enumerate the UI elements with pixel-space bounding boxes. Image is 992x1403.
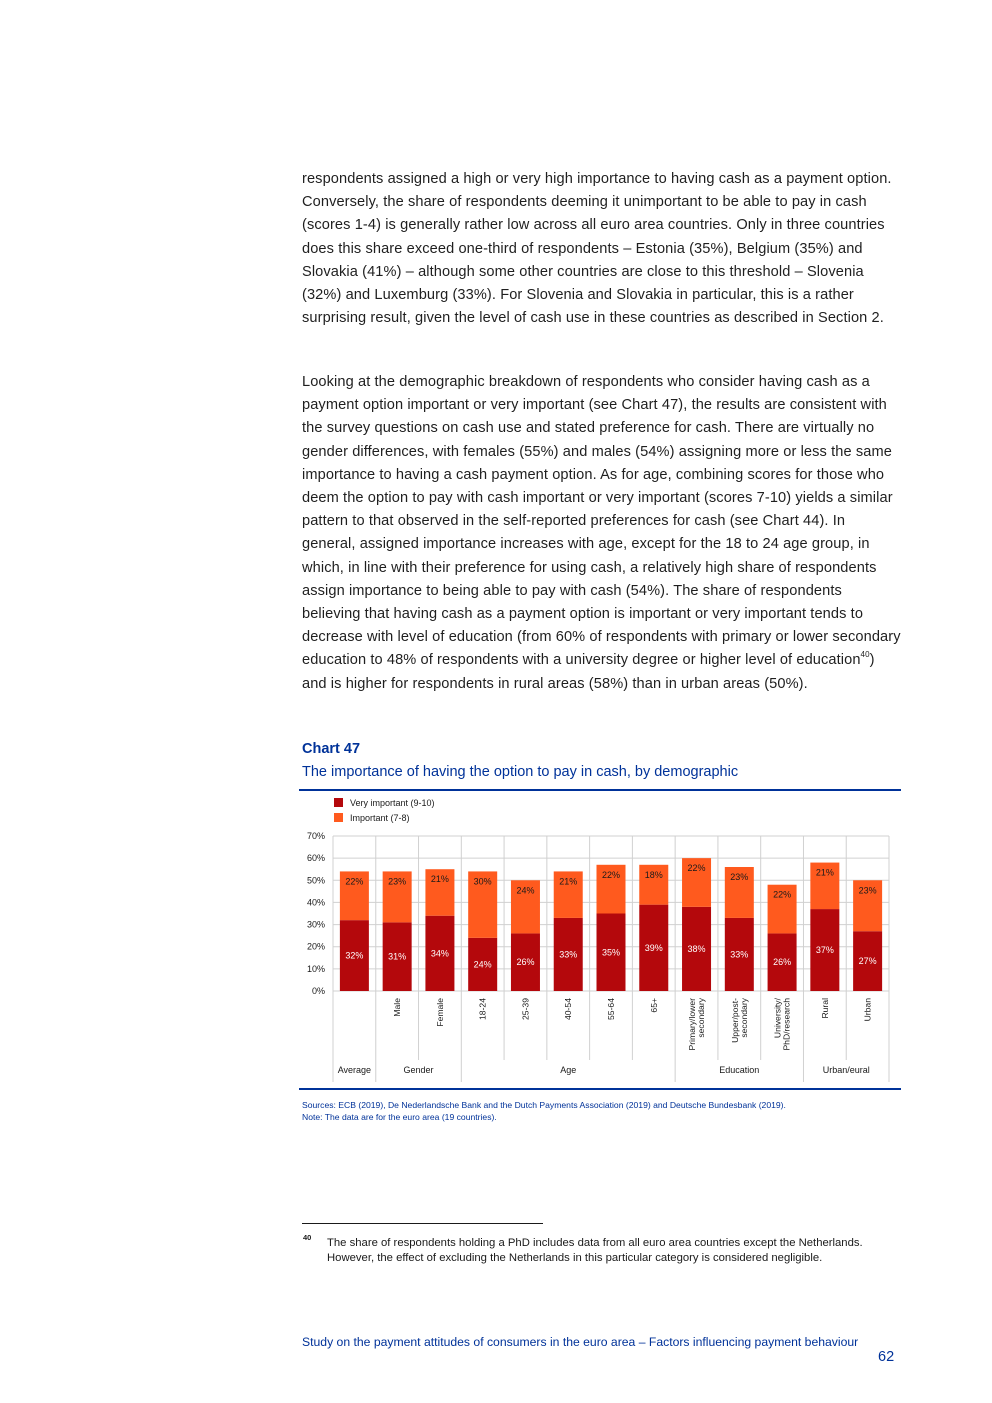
chart-top-rule bbox=[299, 789, 901, 791]
chart-notes bbox=[302, 1099, 786, 1123]
body-paragraph-1: respondents assigned a high or very high importance to having cash as a payment option. Conversely, the share of respondents deeming it unimportant to be able to pay in cash (scores 1-4) is generally rather low across all euro area countries. Only in three countries does this share exceed one-third of respondents – Estonia (35%), Belgium (35%) and Slovakia (41%) – although some other countries are close to this threshold – Slovenia (32%) and Luxemburg (33%). For Slovenia and Slovakia in particular, this is a rather surprising result, given the level of cash use in these countries as described in Section 2. bbox=[302, 171, 892, 327]
legend-label: Important (7-8) bbox=[350, 813, 410, 823]
x-category-label: 65+ bbox=[648, 998, 659, 1013]
data-label: 26% bbox=[516, 957, 535, 968]
x-category-label: Rural bbox=[819, 998, 830, 1019]
sources-note: Sources: ECB (2019), De Nederlandsche Bank and the Dutch Payments Association (2019) and Deutsche Bundesbank (2019). bbox=[302, 1100, 786, 1110]
y-tick-label: 0% bbox=[311, 986, 325, 996]
x-category-label: 18-24 bbox=[477, 998, 488, 1020]
y-tick-label: 10% bbox=[306, 963, 325, 974]
y-tick-label: 20% bbox=[306, 941, 325, 952]
x-category-label: Male bbox=[392, 998, 403, 1017]
chart-bottom-rule bbox=[299, 1088, 901, 1090]
x-category-label: University/ bbox=[772, 998, 783, 1039]
data-label: 27% bbox=[858, 956, 877, 967]
legend-swatch bbox=[334, 798, 343, 807]
group-label: Gender bbox=[403, 1065, 434, 1075]
data-label: 22% bbox=[687, 863, 706, 874]
running-footer: Study on the payment attitudes of consumers in the euro area – Factors influencing payment behaviour bbox=[302, 1335, 859, 1349]
x-category-label: Female bbox=[434, 998, 445, 1027]
data-label: 34% bbox=[430, 948, 449, 959]
y-tick-label: 40% bbox=[306, 897, 325, 908]
data-label: 38% bbox=[687, 943, 706, 954]
legend-label: Very important (9-10) bbox=[350, 798, 435, 808]
x-category-label: secondary bbox=[696, 998, 707, 1038]
paragraph-text-end: ) and is higher for respondents in rural areas (58%) than in urban areas (50%). bbox=[302, 652, 875, 692]
data-label: 24% bbox=[473, 959, 492, 970]
x-category-label: secondary bbox=[738, 998, 749, 1038]
data-label: 23% bbox=[858, 885, 877, 896]
data-label: 18% bbox=[644, 869, 663, 880]
data-label: 21% bbox=[430, 874, 449, 885]
group-label: Age bbox=[560, 1065, 577, 1075]
page-number: 62 bbox=[878, 1349, 895, 1365]
x-category-label: 55-64 bbox=[606, 998, 616, 1020]
footnote-separator bbox=[302, 1223, 543, 1224]
data-label: 35% bbox=[601, 947, 621, 958]
y-tick-label: 60% bbox=[306, 853, 325, 864]
body-paragraph-2 bbox=[302, 371, 902, 696]
data-label: 32% bbox=[345, 950, 364, 961]
data-label: 26% bbox=[773, 957, 792, 968]
chart-subtitle: The importance of having the option to pay in cash, by demographic bbox=[302, 764, 739, 780]
legend-swatch bbox=[334, 813, 343, 822]
y-tick-label: 50% bbox=[306, 875, 325, 886]
group-label: Urban/eural bbox=[822, 1065, 870, 1075]
data-label: 22% bbox=[601, 869, 621, 880]
data-label: 22% bbox=[773, 889, 792, 900]
data-label: 33% bbox=[730, 949, 749, 960]
data-label: 22% bbox=[345, 876, 364, 887]
y-tick-label: 30% bbox=[306, 919, 325, 930]
x-category-label: Urban bbox=[862, 998, 873, 1022]
data-label: 23% bbox=[730, 872, 749, 882]
x-category-label: PhD/research bbox=[781, 998, 792, 1051]
group-label: Education bbox=[719, 1065, 760, 1075]
x-category-label: 40-54 bbox=[563, 998, 574, 1020]
footnote-number: 40 bbox=[303, 1233, 312, 1242]
data-label: 30% bbox=[473, 876, 492, 887]
y-tick-label: 70% bbox=[306, 831, 325, 841]
data-note: Note: The data are for the euro area (19 countries). bbox=[302, 1112, 497, 1122]
data-label: 39% bbox=[644, 942, 663, 953]
data-label: 31% bbox=[388, 951, 407, 962]
x-category-label: Primary/lower bbox=[687, 998, 698, 1051]
stacked-bar-chart bbox=[299, 792, 901, 1088]
data-label: 37% bbox=[815, 945, 834, 956]
data-label: 21% bbox=[559, 876, 578, 887]
group-label: Average bbox=[337, 1065, 372, 1075]
x-category-label: 25-39 bbox=[520, 998, 531, 1020]
footnote-reference[interactable]: 40 bbox=[860, 649, 870, 659]
paragraph-text: Looking at the demographic breakdown of respondents who consider having cash as a payment option important or very important (see Chart 47), the results are consistent with the survey questions on cash use and stated preference for cash. There are virtually no gender differences, with females (55%) and males (54%) assigning more or less the same importance to having a cash payment option. As for age, combining scores for those who deem the option to pay with cash important or very important (scores 7-10) yields a similar pattern to that observed in the self-reported preferences for cash (see Chart 44). In general, assigned importance increases with age, except for the 18 to 24 age group, in which, in line with their preference for using cash, a relatively high share of respondents assign importance to being able to pay with cash (54%). The share of respondents believing that having cash as a payment option is important or very important tends to decrease with level of education (from 60% of respondents with primary or lower secondary education to 48% of respondents with a university degree or higher level of education bbox=[302, 374, 901, 669]
data-label: 24% bbox=[516, 885, 535, 896]
data-label: 21% bbox=[815, 867, 834, 878]
data-label: 33% bbox=[559, 949, 578, 960]
footnote-text: The share of respondents holding a PhD includes data from all euro area countries except the Netherlands. However, the effect of excluding the Netherlands in this particular category is considered negligible. bbox=[327, 1237, 863, 1264]
data-label: 23% bbox=[388, 876, 407, 887]
x-category-label: Upper/post- bbox=[729, 998, 740, 1043]
chart-title: Chart 47 bbox=[302, 741, 361, 757]
